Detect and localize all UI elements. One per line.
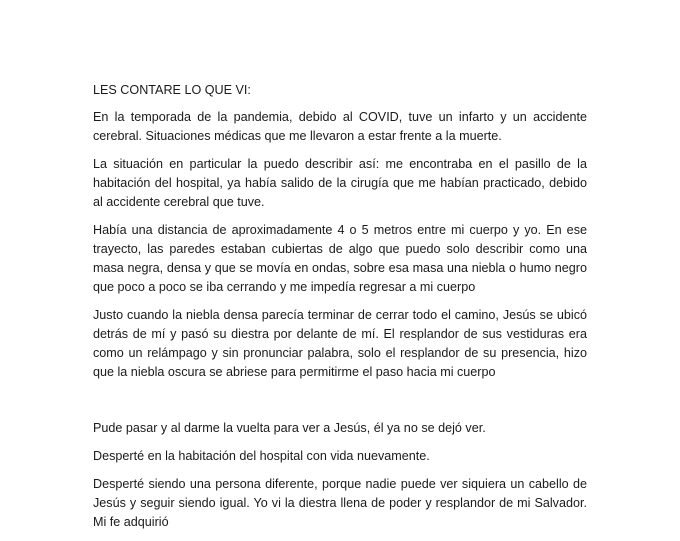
document-body xyxy=(93,81,587,541)
paragraph-turn-around: Pude pasar y al darme la vuelta para ver a Jesús, él ya no se dejó ver. xyxy=(93,421,486,435)
paragraph-covid: En la temporada de la pandemia, debido al COVID, tuve un infarto y un accidente cerebral. Situaciones médicas que me llevaron a estar frente a la muerte. xyxy=(93,110,587,143)
paragraph-gap xyxy=(93,391,587,419)
paragraph-distance: Había una distancia de aproximadamente 4 o 5 metros entre mi cuerpo y yo. En ese trayecto, las paredes estaban cubiertas de algo que puedo solo describir como una masa negra, densa y que se movía en ondas, sobre esa masa una niebla o humo negro que poco a poco se iba cerrando y me impedía regresar a mi cuerpo xyxy=(93,223,587,294)
document-heading: LES CONTARE LO QUE VI: xyxy=(93,83,251,97)
paragraph-different-person: Desperté siendo una persona diferente, porque nadie puede ver siquiera un cabello de Jesús y seguir siendo igual. Yo vi la diestra llena de poder y resplandor de mi Salvador. Mi fe adquirió xyxy=(93,477,587,529)
paragraph-situation: La situación en particular la puedo describir así: me encontraba en el pasillo de la habitación del hospital, ya había salido de la cirugía que me habían practicado, debido al accidente cerebral que tuve. xyxy=(93,157,587,209)
paragraph-jesus: Justo cuando la niebla densa parecía terminar de cerrar todo el camino, Jesús se ubicó detrás de mí y pasó su diestra por delante de mí. El resplandor de sus vestiduras era como un relámpago y sin pronunciar palabra, solo el resplandor de su presencia, hizo que la niebla oscura se abriese para permitirme el paso hacia mi cuerpo xyxy=(93,308,587,379)
paragraph-woke-up: Desperté en la habitación del hospital con vida nuevamente. xyxy=(93,449,430,463)
